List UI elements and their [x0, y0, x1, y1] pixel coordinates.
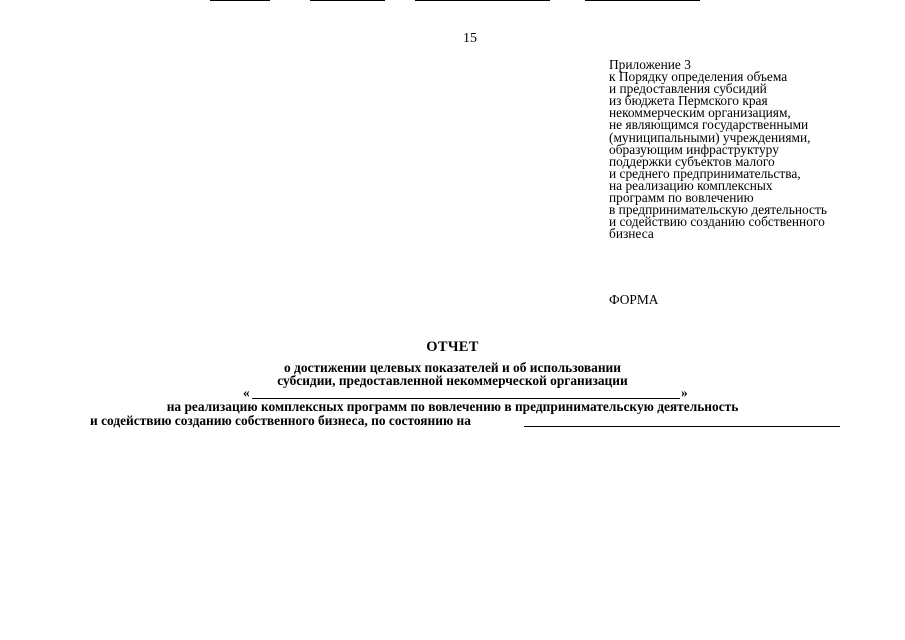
appendix-line: Приложение 3 — [609, 57, 691, 72]
appendix-line: к Порядку определения объема — [609, 69, 788, 85]
report-title: ОТЧЕТ — [426, 339, 479, 355]
page-number: 15 — [463, 31, 477, 46]
report-subtitle-line-2: субсидии, предоставленной некоммерческой организации — [277, 373, 628, 388]
appendix-line: поддержки субъектов малого — [609, 153, 775, 169]
appendix-block — [609, 59, 899, 240]
report-subtitle-line-4: на реализацию комплексных программ по вовлечению в предпринимательскую деятельность — [166, 399, 739, 414]
appendix-line: на реализацию комплексных — [609, 177, 773, 193]
appendix-line: программ по вовлечению — [609, 190, 754, 206]
report-subtitle-line-1: о достижении целевых показателей и об использовании — [284, 360, 621, 375]
appendix-line: некоммерческим организациям, — [609, 105, 791, 121]
appendix-line: не являющимся государственными — [609, 117, 809, 133]
top-rule-right — [585, 0, 700, 1]
appendix-line: из бюджета Пермского края — [609, 93, 768, 109]
appendix-line: бизнеса — [609, 226, 654, 242]
form-label: ФОРМА — [609, 292, 659, 307]
quote-open: « — [243, 385, 250, 400]
report-date-blank[interactable] — [524, 426, 840, 427]
appendix-line: (муниципальными) учреждениями, — [609, 129, 811, 145]
top-rule-center — [415, 0, 550, 1]
appendix-line: в предпринимательскую деятельность — [609, 202, 827, 218]
top-rule-mid — [310, 0, 385, 1]
top-rule-left — [210, 0, 270, 1]
appendix-line: и среднего предпринимательства, — [609, 165, 801, 181]
report-subtitle-line-5: и содействию созданию собственного бизнеса, по состоянию на — [90, 413, 471, 428]
appendix-line: и предоставления субсидий — [609, 81, 767, 97]
quote-close: » — [681, 385, 688, 400]
appendix-line: образующим инфраструктуру — [609, 141, 779, 157]
appendix-line: и содействию созданию собственного — [609, 214, 825, 230]
